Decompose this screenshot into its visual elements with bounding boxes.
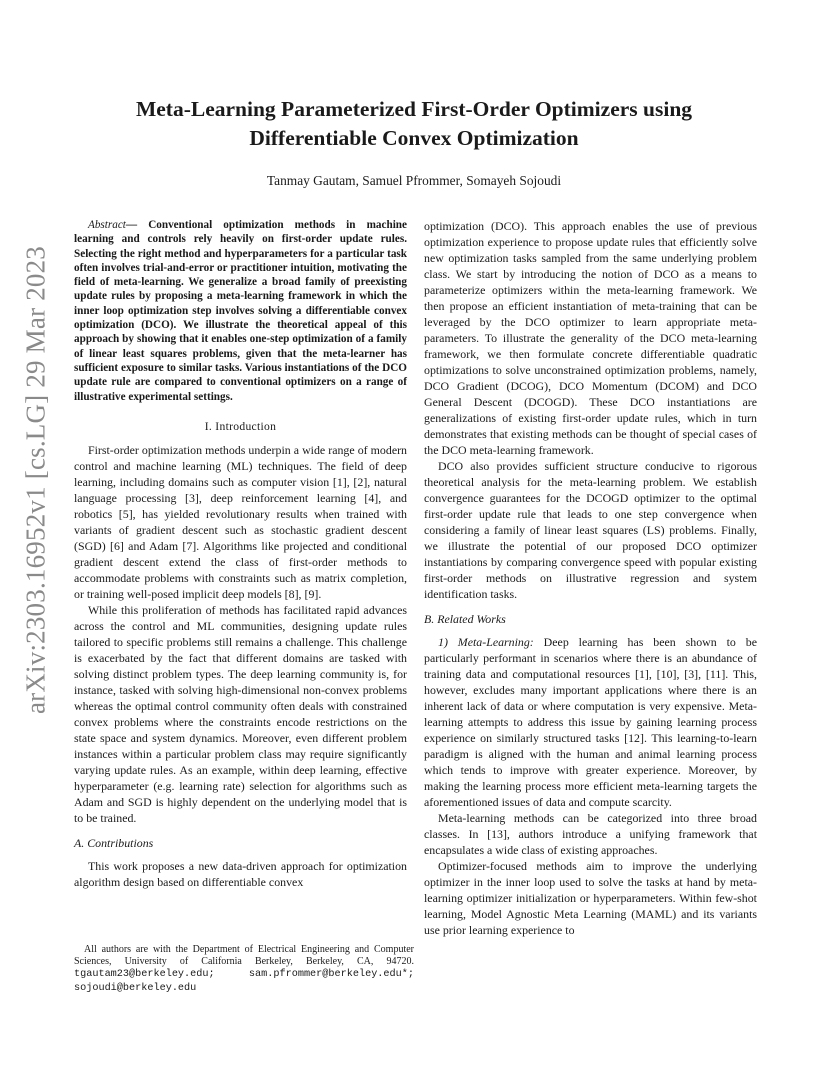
right-paragraph-1: optimization (DCO). This approach enables the use of previous optimization experience to propose update rules that efficiently solve new optimization tasks sampled from the same underlying problem class. We start by introducing the notion of DCO as a means to parameterize optimizers within the meta-learning framework. We then propose an efficient instantiation of meta-training that can be leveraged by the DCO optimizer to learn appropriate meta-parameters. To illustrate the generality of the DCO meta-learning framework, we then formulate concrete differentiable quadratic optimizations to solve unconstrained optimization problems, namely, DCO Gradient (DCOG), DCO Momentum (DCOM) and DCO General Descent (DCOGD). These DCO instantiations are generalizations of existing first-order update rules, which in turn demonstrates that existing methods can be thought of special cases of the DCO meta-learning framework. — [424, 219, 757, 457]
intro-paragraph-1: First-order optimization methods underpin a wide range of modern control and machine learning (ML) techniques. The field of deep learning, including domains such as computer vision [1], [2], natural language processing [3], deep reinforcement learning [4], and robotics [5], has yielded revolutionary results when trained with variants of gradient descent such as stochastic gradient descent (SGD) [6] and Adam [7]. Algorithms like projected and conditional gradient descent extend the class of first-order methods to accommodate problems with constraints such as matrix completion, or training well-posed implicit deep models [8], [9]. — [74, 442, 407, 601]
abstract-label: Abstract — [88, 219, 126, 231]
footnote-emails: tgautam23@berkeley.edu; sam.pfrommer@berkeley.edu*; sojoudi@berkeley.edu — [74, 969, 414, 994]
section-heading-introduction: I. Introduction — [204, 419, 277, 433]
arxiv-identifier-text: arXiv:2303.16952v1 [cs.LG] 29 Mar 2023 — [20, 245, 51, 715]
contributions-paragraph: This work proposes a new data-driven approach for optimization algorithm design based on differentiable convex — [74, 858, 407, 889]
subsection-heading-related-works: B. Related Works — [424, 612, 506, 626]
right-column — [424, 218, 757, 938]
footnote-text: All authors are with the Department of Electrical Engineering and Computer Sciences, University of California Berkeley, Berkeley, CA, 94720. — [74, 944, 414, 968]
arxiv-identifier — [14, 245, 58, 715]
right-paragraph-4: Meta-learning methods can be categorized into three broad classes. In [13], authors introduce a unifying framework that encapsulates a wide class of existing approaches. — [424, 811, 757, 857]
paper-title — [90, 95, 738, 153]
title-line-2: Differentiable Convex Optimization — [249, 126, 579, 150]
title-line-1: Meta-Learning Parameterized First-Order Optimizers using — [135, 97, 693, 121]
left-column — [74, 218, 407, 890]
abstract — [74, 218, 407, 404]
meta-learning-text: Deep learning has been shown to be particularly performant in scenarios where there is an abundance of training data and computational resources [1], [10], [3], [11]. This, however, excludes many important applications where there is an inherent lack of data or where computation is very expensive. Meta-learning attempts to address this issue by gaining learning process experience on similarly structured tasks [12]. This learning-to-learn paradigm is aligned with the human and animal learning process which tends to improve with greater experience. Moreover, by making the learning process more efficient meta-learning targets the aforementioned issues of data and compute scarcity. — [424, 635, 757, 809]
meta-learning-paragraph — [424, 634, 757, 810]
abstract-text: — Conventional optimization methods in machine learning and controls rely heavily on first-order update rules. Selecting the right method and hyperparameters for a particular task often involves trial-and-error or practitioner intuition, motivating the field of meta-learning. We generalize a broad family of preexisting update rules by proposing a meta-learning framework in which the inner loop optimization step involves solving a differentiable convex optimization (DCO). We illustrate the theoretical appeal of this approach by showing that it enables one-step optimization of a family of linear least squares problems, given that the meta-learner has sufficient exposure to similar tasks. Various instantiations of the DCO update rule are compared to conventional optimizers on a range of illustrative experimental settings. — [74, 219, 407, 403]
right-paragraph-2: DCO also provides sufficient structure conducive to rigorous theoretical analysis for the meta-learning problem. We establish convergence guarantees for the DCOGD optimizer to the optimal first-order update rule that leads to one step convergence when considering a family of linear least squares (LS) problems. Finally, we illustrate the potential of our proposed DCO optimizer instantiations by comparing convergence speed with popular existing first-order methods on illustrative regression and system identification tasks. — [424, 459, 757, 601]
subsection-heading-contributions: A. Contributions — [74, 835, 154, 850]
affiliation-footnote — [74, 944, 414, 995]
meta-learning-heading: 1) Meta-Learning: — [438, 635, 534, 649]
intro-paragraph-2: While this proliferation of methods has facilitated rapid advances across the control and ML communities, designing update rules tailored to specific problems still remains a challenge. This challenge is exacerbated by the fact that different domains are tasked with solving distinct problem types. The deep learning community is, for instance, tasked with solving high-dimensional non-convex problems whereas the optimal control community often deals with constrained convex problems where the constraints encode restrictions on the state space and system dynamics. Moreover, even different problem instances within a particular problem class may require significantly varying update rules. As an example, within deep learning, effective hyperparameter (e.g. learning rate) selection for algorithms such as Adam and SGD is highly dependent on the underlying model that is to be trained. — [74, 602, 407, 825]
author-list: Tanmay Gautam, Samuel Pfrommer, Somayeh Sojoudi — [266, 173, 562, 188]
right-paragraph-5: Optimizer-focused methods aim to improve the underlying optimizer in the inner loop used to solve the tasks at hand by meta-learning optimizer initialization or hyperparameters. Within few-shot learning, Model Agnostic Meta Learning (MAML) and its variants use prior learning experience to — [424, 859, 757, 937]
